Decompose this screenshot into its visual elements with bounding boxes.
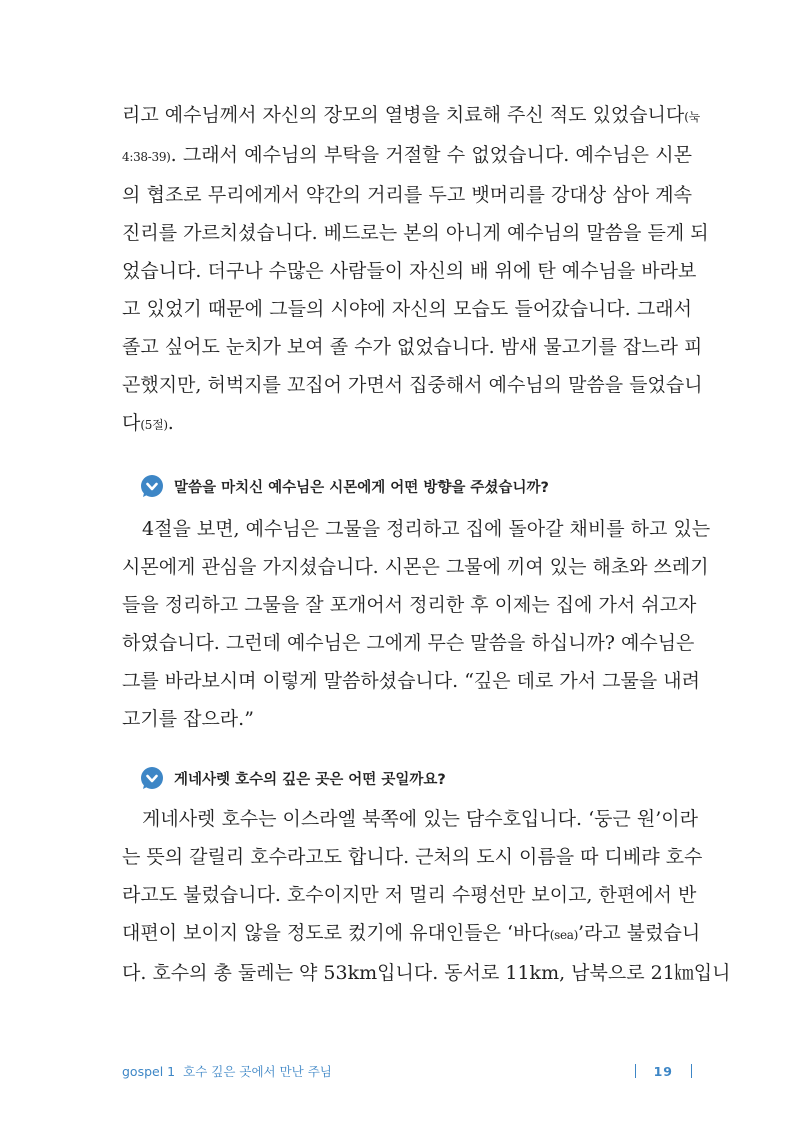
speech-bubble-icon — [140, 474, 164, 498]
text-segment: 다(5절). — [122, 412, 174, 434]
paragraph-line: 고 있었기 때문에 그들의 시야에 자신의 모습도 들어갔습니다. 그래서 — [122, 298, 692, 320]
paragraph-line: 4절을 보면, 예수님은 그물을 정리하고 집에 돌아갈 채비를 하고 있는 — [142, 518, 711, 540]
question-text: 게네사렛 호수의 깊은 곳은 어떤 곳일까요? — [174, 771, 446, 788]
paragraph-line: 게네사렛 호수는 이스라엘 북쪽에 있는 담수호입니다. ‘둥근 원’이라 — [142, 808, 698, 830]
paragraph-line: 는 뜻의 갈릴리 호수라고도 합니다. 근처의 도시 이름을 따 디베랴 호수 — [122, 846, 703, 868]
paragraph-line: 다. 호수의 총 둘레는 약 53km입니다. 동서로 11km, 남북으로 21㎞입니 — [122, 962, 731, 984]
speech-bubble-icon — [140, 766, 164, 790]
reference-note: 4:38-39) — [122, 150, 171, 164]
text-segment: 리고 예수님께서 자신의 장모의 열병을 치료해 주신 적도 있었습니다(눅 — [122, 104, 700, 126]
page-number: 19 — [653, 1063, 673, 1079]
paragraph-line: 라고도 불렀습니다. 호수이지만 저 멀리 수평선만 보이고, 한편에서 반 — [122, 884, 697, 906]
paragraph-3 — [122, 800, 731, 992]
paragraph-line: 시몬에게 관심을 가지셨습니다. 시몬은 그물에 끼여 있는 해초와 쓰레기 — [122, 556, 709, 578]
question-text: 말씀을 마치신 예수님은 시몬에게 어떤 방향을 주셨습니까? — [174, 479, 549, 496]
page-number-box — [635, 1064, 692, 1079]
divider — [691, 1064, 692, 1078]
book-series-label: gospel 1 — [122, 1063, 176, 1079]
paragraph-line — [122, 96, 700, 136]
question-heading-2 — [140, 764, 446, 792]
paragraph-line: 곤했지만, 허벅지를 꼬집어 가면서 집중해서 예수님의 말씀을 들었습니 — [122, 374, 703, 396]
paragraph-1 — [122, 96, 709, 444]
paragraph-2 — [122, 510, 711, 738]
reference-note: (sea) — [549, 928, 578, 942]
paragraph-line: 하였습니다. 그런데 예수님은 그에게 무슨 말씀을 하십니까? 예수님은 — [122, 632, 695, 654]
reference-note: (5절) — [140, 418, 168, 432]
text-segment: 4:38-39). 그래서 예수님의 부탁을 거절할 수 없었습니다. 예수님은 시몬 — [122, 144, 692, 166]
paragraph-line: 그를 바라보시며 이렇게 말씀하셨습니다. “깊은 데로 가서 그물을 내려 — [122, 670, 700, 692]
paragraph-line — [122, 914, 701, 954]
divider — [635, 1064, 636, 1078]
paragraph-line — [122, 136, 692, 176]
paragraph-line: 졸고 싶어도 눈치가 보여 졸 수가 없었습니다. 밤새 물고기를 잡느라 피 — [122, 336, 703, 358]
paragraph-line: 었습니다. 더구나 수많은 사람들이 자신의 배 위에 탄 예수님을 바라보 — [122, 260, 697, 282]
paragraph-line: 들을 정리하고 그물을 잘 포개어서 정리한 후 이제는 집에 가서 쉬고자 — [122, 594, 697, 616]
paragraph-line: 의 협조로 무리에게서 약간의 거리를 두고 뱃머리를 강대상 삼아 계속 — [122, 184, 692, 206]
question-heading-1 — [140, 472, 549, 500]
chapter-title: 호수 깊은 곳에서 만난 주님 — [183, 1064, 332, 1079]
reference-note: (눅 — [684, 110, 700, 124]
paragraph-line: 고기를 잡으라.” — [122, 708, 254, 730]
page-footer — [122, 1060, 692, 1082]
paragraph-line — [122, 404, 692, 444]
paragraph-line: 진리를 가르치셨습니다. 베드로는 본의 아니게 예수님의 말씀을 듣게 되 — [122, 222, 709, 244]
text-segment: 대편이 보이지 않을 정도로 컸기에 유대인들은 ‘바다(sea)’라고 불렀습니 — [122, 922, 701, 944]
